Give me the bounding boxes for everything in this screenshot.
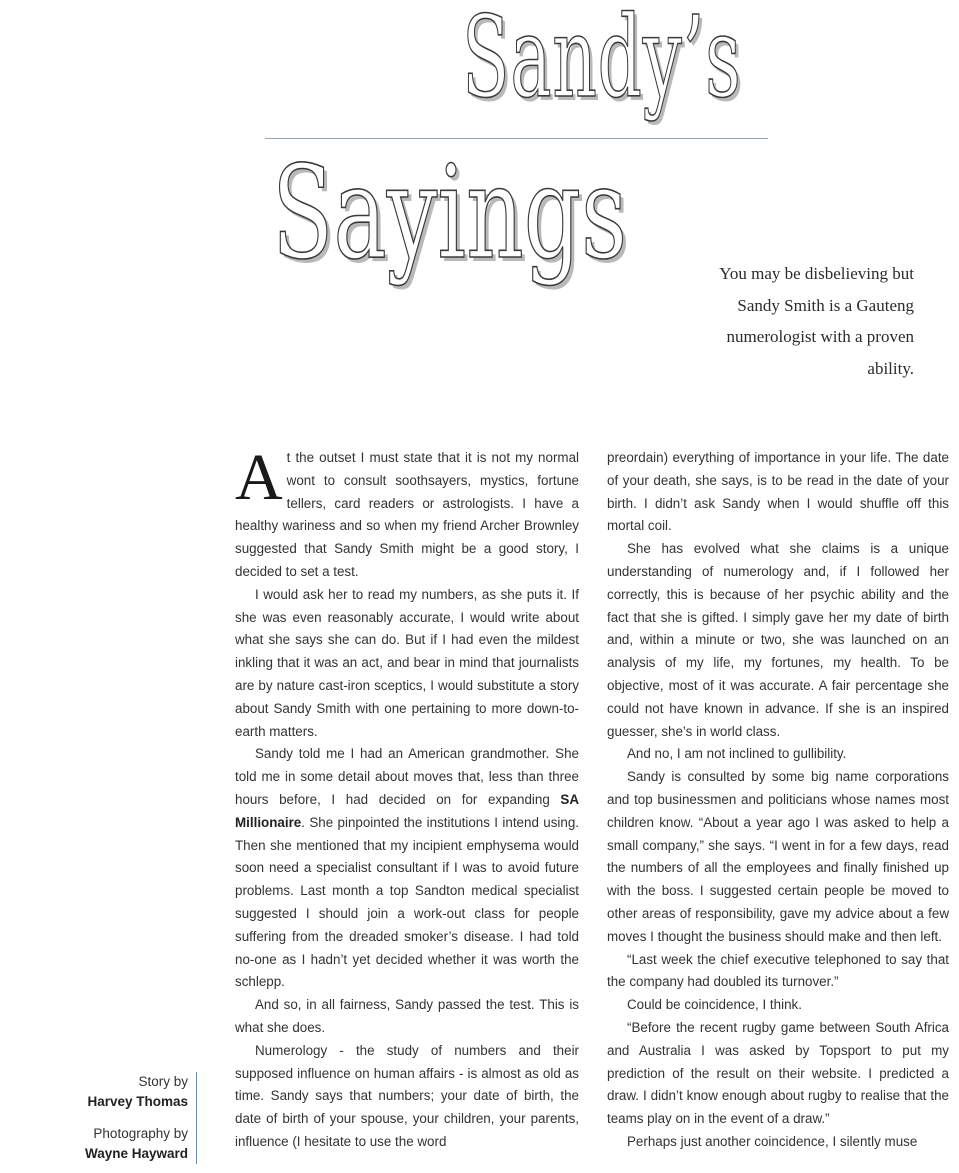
article-column-left xyxy=(235,441,579,1154)
paragraph-3: Sandy told me I had an American grandmother. She told me in some detail about moves that, less than three hours before, I had decided on for expanding SA Millionaire. She pinpointed the institutions I intend using. Then she mentioned that my incipient emphysema would soon need a specialist consultant if I was to avoid future problems. Last month a top Sandton medical specialist suggested I should join a work-out class for people suffering from the dreaded smoker’s disease. I had told no-one as I hadn’t yet decided whether it was worth the schlepp. xyxy=(235,746,579,990)
paragraph-8: And no, I am not inclined to gullibility. xyxy=(627,746,847,762)
paragraph-12: “Before the recent rugby game between South Africa and Australia I was asked by Topsport to put my prediction of the result on their website. I predicted a draw. I didn’t know enough about rugby to realise that the teams play on in the event of a draw.” xyxy=(607,1019,949,1127)
publication-name: SA Millionaire xyxy=(235,791,579,830)
drop-cap: A xyxy=(235,441,283,514)
title-line-1: Sandy’s xyxy=(462,0,742,123)
credits-box xyxy=(85,1072,197,1164)
paragraph-9: Sandy is consulted by some big name corporations and top businessmen and politicians whose names most children know. “About a year ago I was asked to help a small company,” she says. “I went in for a few days, read the numbers of all the employees and finally finished up with the boss. I suggested certain people be moved to other areas of responsibility, gave my advice about a few moves I thought the business should make and then left. xyxy=(607,769,949,944)
paragraph-2: I would ask her to read my numbers, as she puts it. If she was even reasonably accurate, I would write about what she says she can do. But if I had even the mildest inkling that it was an act, and bear in mind that journalists are by nature cast-iron sceptics, I would substitute a story about Sandy Smith with one pertaining to more down-to-earth matters. xyxy=(235,586,579,739)
story-label: Story by xyxy=(138,1074,188,1089)
standfirst: You may be disbelieving but Sandy Smith is a Gauteng numerologist with a proven ability. xyxy=(719,264,914,378)
paragraph-4: And so, in all fairness, Sandy passed the test. This is what she does. xyxy=(235,997,579,1035)
paragraph-7: She has evolved what she claims is a unique understanding of numerology and, if I followed her correctly, this is because of her psychic ability and the fact that she is gifted. I simply gave her my date of birth and, within a minute or two, she was launched on an analysis of my life, my fortunes, my health. To be objective, most of it was accurate. A fair percentage she could not have known in advance. If she is an inspired guesser, she’s in world class. xyxy=(607,541,949,739)
photographer: Wayne Hayward xyxy=(84,1146,188,1161)
paragraph-11: Could be coincidence, I think. xyxy=(627,997,802,1013)
paragraph-10: “Last week the chief executive telephoned to say that the company had doubled its turnover.” xyxy=(607,951,949,990)
story-author: Harvey Thomas xyxy=(87,1094,188,1109)
paragraph-5: Numerology - the study of numbers and their supposed influence on human affairs - is almost as old as time. Sandy says that numbers; your date of birth, the date of birth of your spouse, your children, your parents, influence (I hesitate to use the word xyxy=(235,1042,579,1149)
photo-label: Photography by xyxy=(93,1126,188,1141)
paragraph-13: Perhaps just another coincidence, I silently muse xyxy=(627,1133,918,1149)
paragraph-1: At the outset I must state that it is not my normal wont to consult soothsayers, mystics, fortune tellers, card readers or astrologists. I have a healthy wariness and so when my friend Archer Brownley suggested that Sandy Smith might be a good story, I decided to set a test. xyxy=(235,441,579,579)
paragraph-6: preordain) everything of importance in your life. The date of your death, she says, is to be read in the date of your birth. I didn’t ask Sandy when I would shuffle off this mortal coil. xyxy=(607,450,949,534)
article-column-right xyxy=(607,447,949,1154)
title-line-2: Sayings xyxy=(272,139,628,288)
